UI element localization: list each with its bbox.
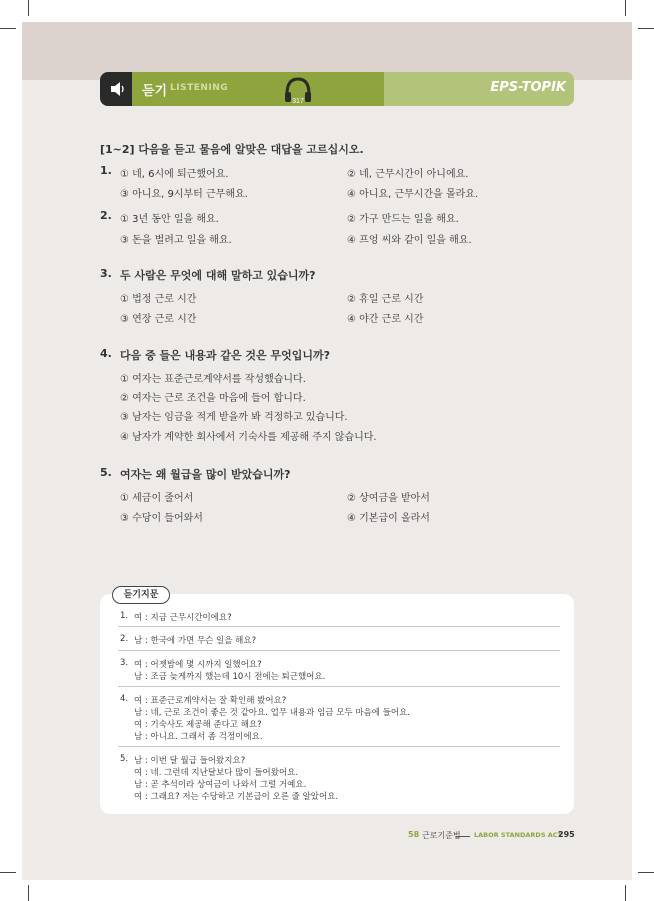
option-3[interactable]: ③ 연장 근로 시간 <box>120 314 197 325</box>
option-2[interactable]: ② 네, 근무시간이 아니에요. <box>347 169 469 180</box>
question-title: 여자는 왜 월급을 많이 받았습니까? <box>120 468 291 481</box>
option-4[interactable]: ④ 기본급이 올라서 <box>347 513 430 524</box>
header-title-ko: 듣기 <box>142 84 168 99</box>
option-4[interactable]: ④ 남자가 계약한 회사에서 기숙사를 제공해 주지 않습니다. <box>120 432 377 443</box>
option-1[interactable]: ① 법정 근로 시간 <box>120 294 197 305</box>
footer-rule <box>456 836 470 837</box>
option-4[interactable]: ④ 프엉 씨와 같이 일을 해요. <box>347 235 472 246</box>
crop-mark <box>28 0 29 16</box>
script-line: 남 : 조금 늦게까지 했는데 10시 전에는 퇴근했어요. <box>134 672 326 682</box>
headphones-icon[interactable] <box>282 74 314 106</box>
script-line: 여 : 표준근로계약서는 잘 확인해 봤어요? <box>134 696 287 706</box>
script-number: 2. <box>120 634 129 644</box>
brand-logo: EPS-TOPIK <box>490 80 566 95</box>
script-line: 여 : 어젯밤에 몇 시까지 일했어요? <box>134 660 262 670</box>
script-line: 남 : 한국에 가면 무슨 일을 해요? <box>134 636 257 646</box>
script-divider <box>118 686 560 687</box>
script-line: 남 : 아니요. 그래서 좀 걱정이에요. <box>134 732 263 742</box>
question-title: 두 사람은 무엇에 대해 말하고 있습니까? <box>120 269 316 282</box>
script-line: 여 : 지금 근무시간이에요? <box>134 613 232 623</box>
script-number: 3. <box>120 658 129 668</box>
option-2[interactable]: ② 상여금을 받아서 <box>347 493 430 504</box>
script-divider <box>118 626 560 627</box>
chapter-title-en: LABOR STANDARDS ACT <box>474 831 563 839</box>
instruction-text: [1~2] 다음을 듣고 물음에 알맞은 대답을 고르십시오. <box>100 143 364 156</box>
option-2[interactable]: ② 가구 만드는 일을 해요. <box>347 214 459 225</box>
script-line: 여 : 네. 그런데 지난달보다 많이 들어왔어요. <box>134 768 299 778</box>
script-line: 여 : 기숙사도 제공해 준다고 해요? <box>134 720 262 730</box>
crop-mark <box>625 0 626 16</box>
option-3[interactable]: ③ 수당이 들어와서 <box>120 513 203 524</box>
option-2[interactable]: ② 휴일 근로 시간 <box>347 294 424 305</box>
question-number: 1. <box>100 164 112 177</box>
crop-mark <box>638 28 654 29</box>
question-number: 4. <box>100 347 112 360</box>
page-number: 295 <box>558 830 575 839</box>
crop-mark <box>0 28 16 29</box>
script-divider <box>118 746 560 747</box>
script-number: 4. <box>120 694 129 704</box>
track-number: 317 <box>292 98 304 105</box>
listening-label-panel <box>132 72 384 106</box>
option-3[interactable]: ③ 돈을 벌려고 일을 해요. <box>120 235 232 246</box>
crop-mark <box>625 885 626 901</box>
header-title-en: LISTENING <box>170 83 229 93</box>
option-3[interactable]: ③ 아니요, 9시부터 근무해요. <box>120 189 248 200</box>
crop-mark <box>28 885 29 901</box>
question-number: 2. <box>100 209 112 222</box>
speaker-panel <box>100 72 132 106</box>
crop-mark <box>0 872 16 873</box>
script-line: 여 : 그래요? 저는 수당하고 기본급이 오른 줄 알았어요. <box>134 792 339 802</box>
option-4[interactable]: ④ 아니요, 근무시간을 몰라요. <box>347 189 479 200</box>
script-number: 1. <box>120 611 129 621</box>
option-1[interactable]: ① 세금이 줄어서 <box>120 493 194 504</box>
crop-mark <box>638 872 654 873</box>
chapter-number: 58 <box>408 830 420 839</box>
script-line: 남 : 이번 달 월급 들어왔지요? <box>134 756 246 766</box>
brand-panel <box>384 72 574 106</box>
option-1[interactable]: ① 네, 6시에 퇴근했어요. <box>120 169 229 180</box>
question-title: 다음 중 들은 내용과 같은 것은 무엇입니까? <box>120 349 330 362</box>
option-4[interactable]: ④ 야간 근로 시간 <box>347 314 424 325</box>
script-divider <box>118 650 560 651</box>
speaker-icon[interactable] <box>109 81 125 97</box>
option-3[interactable]: ③ 남자는 임금을 적게 받을까 봐 걱정하고 있습니다. <box>120 412 348 423</box>
option-1[interactable]: ① 3년 동안 일을 해요. <box>120 214 219 225</box>
question-number: 5. <box>100 466 112 479</box>
listening-script-tag: 듣기지문 <box>112 586 170 604</box>
section-header <box>100 72 574 106</box>
option-2[interactable]: ② 여자는 근로 조건을 마음에 들어 합니다. <box>120 393 306 404</box>
option-1[interactable]: ① 여자는 표준근로계약서를 작성했습니다. <box>120 374 306 385</box>
script-line: 남 : 곧 추석이라 상여금이 나와서 그럴 거예요. <box>134 780 307 790</box>
chapter-title-ko: 근로기준법 <box>422 831 461 840</box>
script-number: 5. <box>120 754 129 764</box>
script-line: 남 : 네, 근로 조건이 좋은 것 같아요. 업무 내용과 임금 모두 마음에 들어요. <box>134 708 411 718</box>
question-number: 3. <box>100 267 112 280</box>
